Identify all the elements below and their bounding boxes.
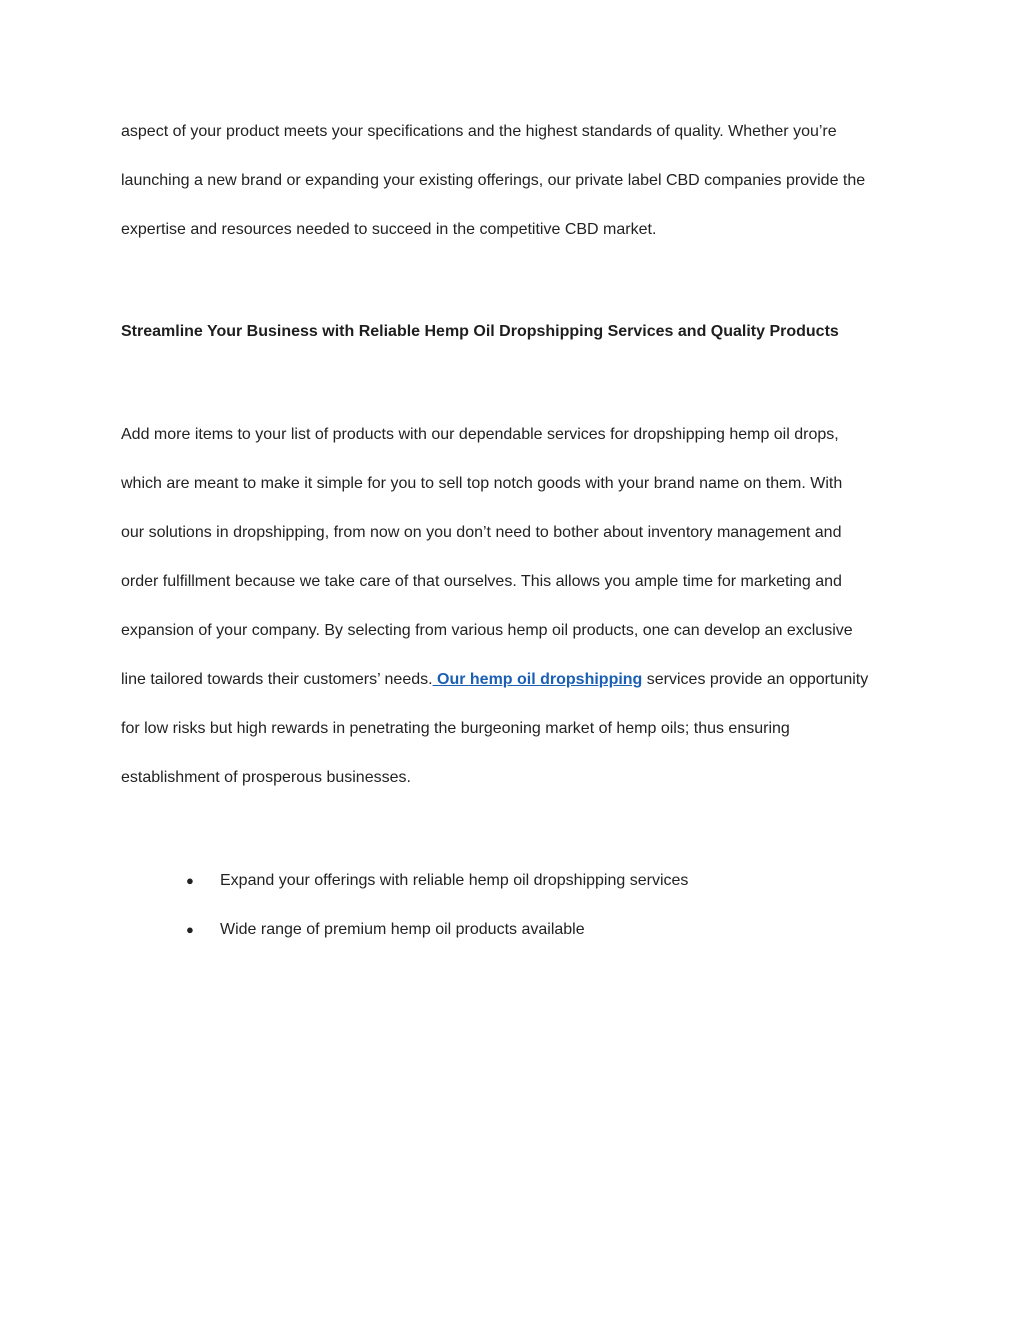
bullet-icon: ● [186,922,194,937]
link-line-after: services provide an opportunity [642,671,869,688]
paragraph-2-line-4: order fulfillment because we take care of that ourselves. This allows you ample time for marketing and [121,573,842,590]
paragraph-2-line-3: our solutions in dropshipping, from now on you don’t need to bother about inventory management and [121,524,842,541]
link-line-before: line tailored towards their customers’ needs. [121,671,433,688]
paragraph-1-line-1: aspect of your product meets your specifications and the highest standards of quality. Whether you’re [121,123,837,140]
section-heading: Streamline Your Business with Reliable Hemp Oil Dropshipping Services and Quality Products [121,323,839,340]
paragraph-2-line-5: expansion of your company. By selecting from various hemp oil products, one can develop an exclusive [121,622,853,639]
paragraph-2-line-8: establishment of prosperous businesses. [121,769,411,786]
paragraph-2-line-6 [121,670,868,690]
list-item-text: Expand your offerings with reliable hemp oil dropshipping services [220,872,689,889]
bullet-icon: ● [186,873,194,888]
list-item [186,871,688,891]
list-item [186,920,585,940]
paragraph-2-line-7: for low risks but high rewards in penetrating the burgeoning market of hemp oils; thus ensuring [121,720,790,737]
paragraph-2-line-2: which are meant to make it simple for you to sell top notch goods with your brand name on them. With [121,475,843,492]
hemp-oil-dropshipping-link[interactable]: Our hemp oil dropshipping [432,671,643,688]
paragraph-2-line-1: Add more items to your list of products with our dependable services for dropshipping hemp oil drops, [121,426,839,443]
list-item-text: Wide range of premium hemp oil products available [220,921,585,938]
paragraph-1-line-2: launching a new brand or expanding your existing offerings, our private label CBD companies provide the [121,172,866,189]
paragraph-1-line-3: expertise and resources needed to succeed in the competitive CBD market. [121,221,657,238]
